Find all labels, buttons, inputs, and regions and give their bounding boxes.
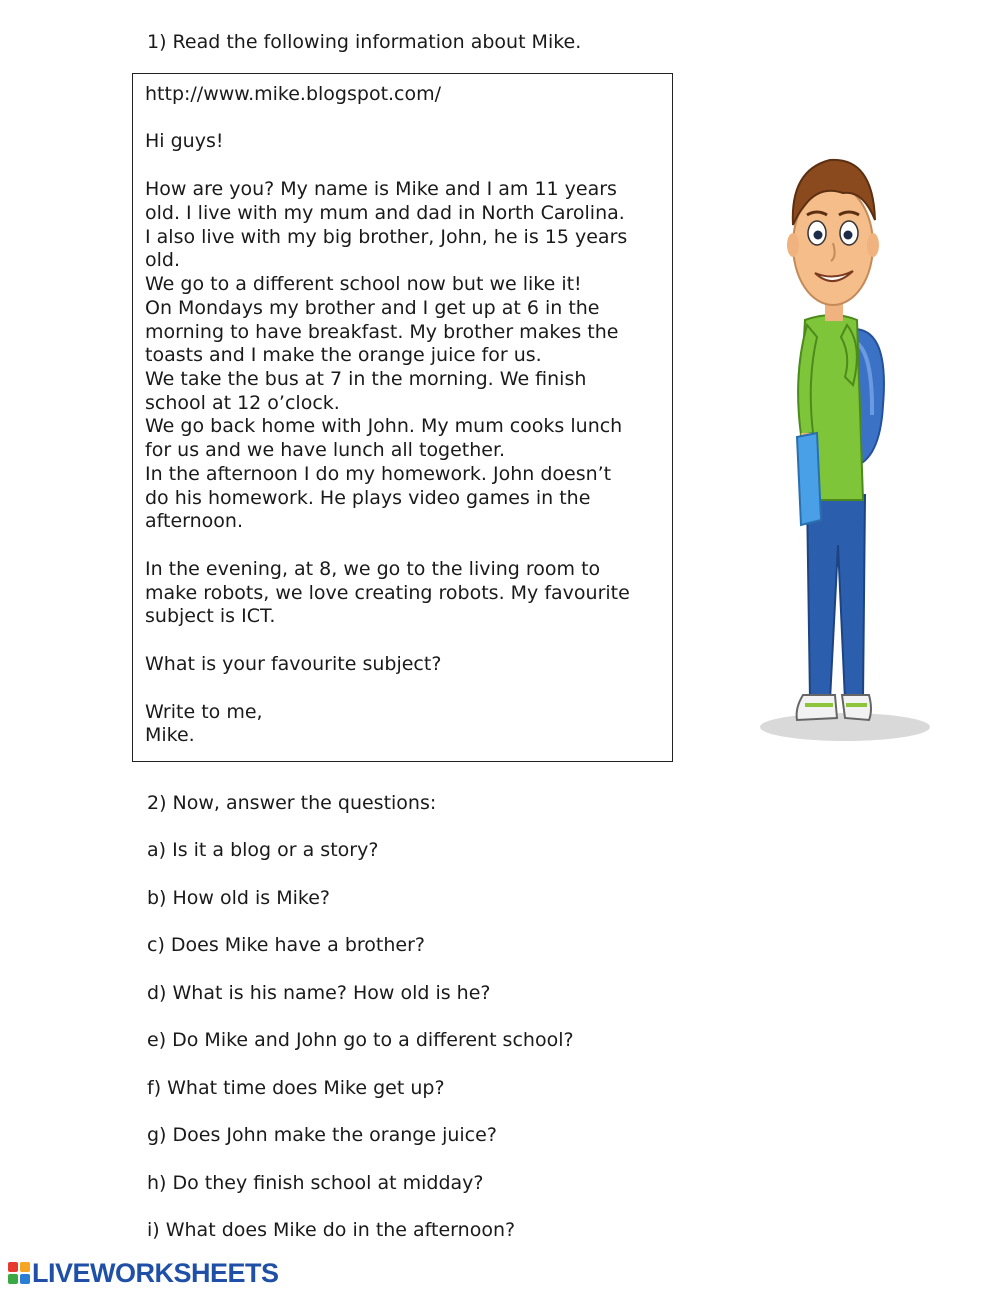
question-item: h) Do they finish school at midday? — [147, 1172, 484, 1194]
blog-line: school at 12 o’clock. — [145, 392, 340, 414]
right-pupil-shape — [844, 231, 853, 240]
question-item: d) What is his name? How old is he? — [147, 982, 491, 1004]
question-item: c) Does Mike have a brother? — [147, 934, 426, 956]
blog-signature: Mike. — [145, 724, 195, 746]
blog-evening-line: make robots, we love creating robots. My favourite — [145, 582, 630, 604]
blog-line: How are you? My name is Mike and I am 11 years — [145, 178, 617, 200]
blog-line: I also live with my big brother, John, he is 15 years — [145, 226, 628, 248]
logo-mark-icon — [8, 1262, 30, 1284]
blog-line: old. — [145, 249, 181, 271]
right-shoe-shape — [842, 695, 871, 720]
blog-line: On Mondays my brother and I get up at 6 in the — [145, 297, 600, 319]
right-ear-shape — [867, 233, 879, 257]
blog-question: What is your favourite subject? — [145, 653, 442, 675]
blog-line: We go to a different school now but we like it! — [145, 273, 582, 295]
blog-evening-line: subject is ICT. — [145, 605, 276, 627]
blog-line: We take the bus at 7 in the morning. We finish — [145, 368, 587, 390]
blog-line: old. I live with my mum and dad in North Carolina. — [145, 202, 625, 224]
blog-line: In the afternoon I do my homework. John doesn’t — [145, 463, 612, 485]
question-item: f) What time does Mike get up? — [147, 1077, 445, 1099]
blog-url: http://www.mike.blogspot.com/ — [145, 83, 442, 105]
blog-line: morning to have breakfast. My brother makes the — [145, 321, 619, 343]
blog-line: We go back home with John. My mum cooks lunch — [145, 415, 623, 437]
task1-instruction: 1) Read the following information about Mike. — [147, 31, 582, 53]
blog-sign-off: Write to me, — [145, 701, 263, 723]
question-item: a) Is it a blog or a story? — [147, 839, 379, 861]
blog-line: toasts and I make the orange juice for us. — [145, 344, 542, 366]
blog-line: for us and we have lunch all together. — [145, 439, 506, 461]
blog-line: do his homework. He plays video games in the — [145, 487, 591, 509]
blog-greeting: Hi guys! — [145, 130, 224, 152]
logo-square-orange — [20, 1262, 30, 1272]
left-shoe-shape — [797, 695, 837, 720]
logo-square-red — [8, 1262, 18, 1272]
blog-evening-line: In the evening, at 8, we go to the living room to — [145, 558, 601, 580]
question-item: g) Does John make the orange juice? — [147, 1124, 497, 1146]
left-ear-shape — [787, 233, 799, 257]
logo-text: LIVEWORKSHEETS — [32, 1258, 279, 1288]
question-item: i) What does Mike do in the afternoon? — [147, 1219, 516, 1241]
jeans-shape — [807, 495, 865, 700]
book-shape — [797, 433, 821, 525]
task2-instruction: 2) Now, answer the questions: — [147, 792, 437, 814]
logo-square-blue — [20, 1274, 30, 1284]
blog-line: afternoon. — [145, 510, 243, 532]
logo-square-green — [8, 1274, 18, 1284]
question-item: e) Do Mike and John go to a different school? — [147, 1029, 574, 1051]
question-item: b) How old is Mike? — [147, 887, 330, 909]
left-pupil-shape — [814, 231, 823, 240]
blog-text-box — [132, 73, 673, 762]
liveworksheets-logo[interactable] — [8, 1259, 279, 1287]
mike-illustration — [745, 115, 935, 755]
